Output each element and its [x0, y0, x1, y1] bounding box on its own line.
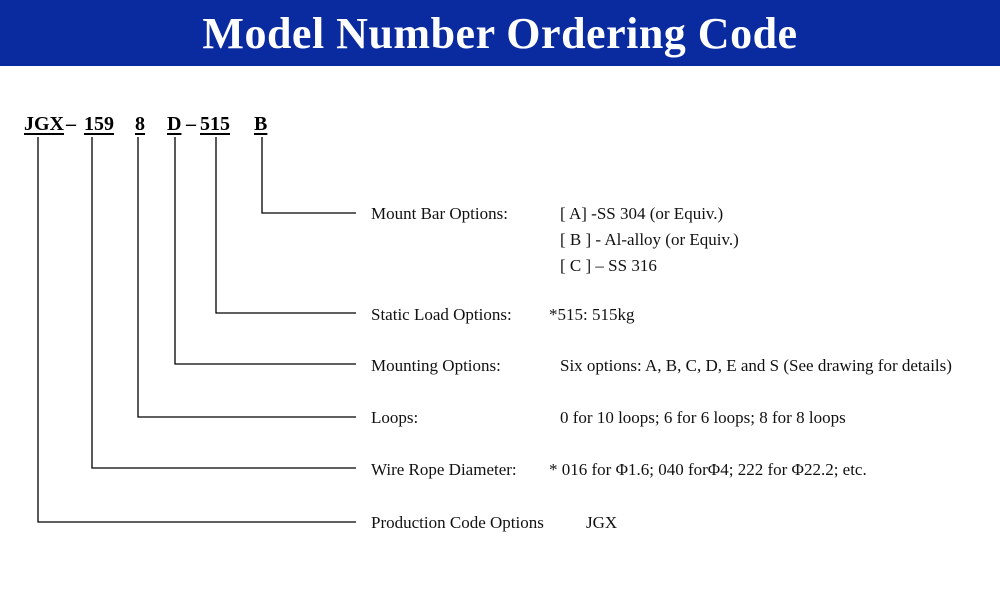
mount-bar-option-a: [ A] -SS 304 (or Equiv.)	[560, 204, 724, 223]
mounting-label: Mounting Options:	[371, 356, 501, 375]
code-load: 515	[200, 113, 230, 135]
mount-bar-option-c: [ C ] – SS 316	[560, 256, 657, 275]
connector-wire-rope	[92, 137, 356, 468]
mount-bar-option-b: [ B ] - Al-alloy (or Equiv.)	[560, 230, 739, 249]
connector-mount-bar	[262, 137, 356, 213]
static-load-label: Static Load Options:	[371, 305, 512, 324]
wire-rope-value: * 016 for Φ1.6; 040 forΦ4; 222 for Φ22.2; etc.	[549, 460, 867, 479]
page-title: Model Number Ordering Code	[202, 9, 798, 58]
connector-mounting	[175, 137, 356, 364]
production-label: Production Code Options	[371, 513, 544, 532]
loops-value: 0 for 10 loops; 6 for 6 loops; 8 for 8 loops	[560, 408, 846, 427]
production-value: JGX	[586, 513, 618, 532]
code-loops: 8	[135, 113, 145, 135]
loops-label: Loops:	[371, 408, 419, 427]
code-prefix: JGX	[24, 113, 64, 135]
connector-static-load	[216, 137, 356, 313]
code-mount-bar: B	[254, 113, 268, 135]
code-mounting: D	[167, 113, 182, 135]
connector-loops	[138, 137, 356, 417]
mount-bar-label: Mount Bar Options:	[371, 204, 508, 223]
static-load-value: *515: 515kg	[549, 305, 635, 324]
code-separator: –	[66, 113, 76, 135]
wire-rope-label: Wire Rope Diameter:	[371, 460, 517, 479]
mounting-value: Six options: A, B, C, D, E and S (See drawing for details)	[560, 356, 952, 375]
connector-production	[38, 137, 356, 522]
code-separator: –	[186, 113, 196, 135]
code-diameter: 159	[84, 113, 114, 135]
